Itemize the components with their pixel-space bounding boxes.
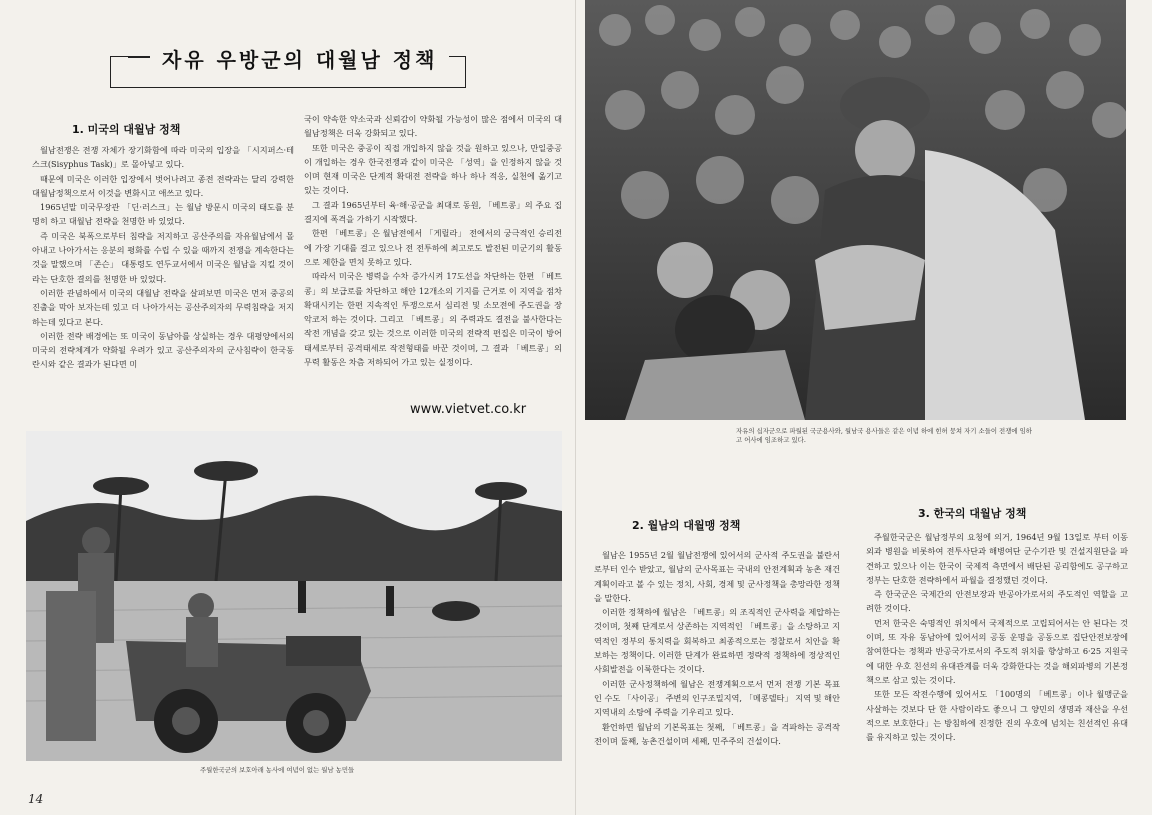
section-1-heading: 1. 미국의 대월남 정책 — [72, 123, 181, 136]
paragraph: 먼저 한국은 숙명적인 위치에서 국제적으로 고립되어서는 안 된다는 것이며, 또 자유 동남아에 있어서의 공동 운명을 공동으로 집단안전보장에 참여한다는 정책과 반공국가로서의 주도적 위치를 향상하고 6·25 지원국에 대한 우호 친선의 유대관계를 더욱 강화한다는 것을 해외파병의 기본정책으로 삼고 있는 것이다. — [866, 617, 1128, 685]
section-2-heading: 2. 월남의 대월맹 정책 — [632, 519, 741, 532]
paragraph: 이러한 전략 배경에는 또 미국이 동남아를 상실하는 경우 대평양에서의 미국의 전략체계가 약화될 우려가 있고 공산주의자의 군사침략이 한국동란시와 같은 결과가 된다면 미 — [32, 330, 294, 370]
article-title: 자유 우방군의 대월남 정책 — [150, 44, 449, 73]
paragraph: 또한 미국은 중공이 직접 개입하지 않을 것을 원하고 있으나, 만일중공이 개입하는 경우 한국전쟁과 같이 미국은 「성역」을 인정하지 않을 것이며 현재 미국은 단계적 확대전 전략을 하나 하나 적응, 실천에 옮기고 있는 것이다. — [304, 142, 562, 196]
paragraph: 즉 한국군은 국제간의 안전보장과 반공아가로서의 주도적인 역할을 고려한 것이다. — [866, 589, 1128, 614]
section-1-column-2 — [304, 112, 562, 396]
page-number: 14 — [28, 792, 44, 806]
website-watermark: www.vietvet.co.kr — [410, 402, 527, 417]
paragraph: 월남은 1955년 2월 월남전쟁에 있어서의 군사적 주도권을 불란서로부터 인수 받았고, 월남의 군사목표는 국내의 안전계획과 농촌 재건계획이라고 볼 수 있는 정치, 사회, 경제 및 군사정책을 총망라한 정책을 말한다. — [594, 550, 840, 603]
paragraph: 월남전쟁은 전쟁 자체가 장기화함에 따라 미국의 입장을 「시지퍼스·테스크(Sisyphus Task)」로 몰아넣고 있다. — [32, 145, 294, 170]
photo-jeep-farmers — [26, 431, 562, 761]
section-1-column-1 — [32, 143, 294, 396]
paragraph: 이러한 관념하에서 미국의 대월남 전략을 살펴보면 미국은 먼저 중공의 진출을 막아 보자는데 있고 더 나아가서는 공산주의자의 무력침략을 저지하는데 있다고 본다. — [32, 287, 294, 327]
section-3-column — [866, 530, 1128, 780]
paragraph: 또한 모든 작전수행에 있어서도 「100명의 「베트콩」이나 월맹군을 사살하는 것보다 단 한 사람이라도 좋으니 그 양민의 생명과 재산을 우선적으로 보호한다」는 방침하에 진정한 진의 우호에 넘치는 친선적인 유대를 유지하고 있는 것이다. — [866, 689, 1128, 743]
paragraph: 환언하면 월남의 기본목표는 첫째, 「베트콩」을 격파하는 공격작전이며 둘째, 농촌건설이며 세째, 민주주의 건설이다. — [594, 721, 840, 746]
paragraph: 1965년말 미국무장관 「딘·러스크」는 월남 방문시 미국의 태도를 분명히 하고 대월남 전략을 천명한 바 있었다. — [32, 202, 294, 227]
paragraph: 그 결과 1965년부터 육·해·공군을 최대로 동원, 「베트콩」의 주요 집결지에 폭격을 가하기 시작했다. — [304, 199, 562, 225]
photo-jeep-caption: 주월한국군의 보호아래 농사에 여념이 없는 월남 농민들 — [200, 766, 355, 774]
paragraph: 따라서 미국은 병력을 수차 증가시켜 17도선을 차단하는 한편 「베트콩」의 보급로를 차단하고 해안 12개소의 기지를 근거로 이 지역을 점차 확대시키는 한편 지속적인 투쟁으로서 심리전 및 소모전에 주도권을 장악코저 하는 것이다. 그리고 「베트콩」의 주력과도 결전을 불사한다는 작전 개념을 갖고 있는 것으로 이러한 미국의 전략적 편집은 미국이 방어태세로부터 공격태세로 작전형태를 바꾼 것이며, 그 결과 「베트콩」의 무력 활동은 차츰 저하되어 가고 있는 실정이다. — [304, 271, 562, 368]
photo-soldiers-crowd-image — [585, 0, 1126, 420]
paragraph: 한편 「베트콩」은 월남전에서 「게릴라」 전에서의 궁극적인 승리전에 가장 기대를 걸고 있으나 전 전투하에 최고로도 발전된 미군기의 활동으로 제한을 면치 못하고 있다. — [304, 228, 562, 267]
spread-divider — [575, 0, 576, 815]
paragraph: 이러한 군사정책하에 월남은 전쟁계획으로서 먼저 전쟁 기본 목표인 수도 「사이공」 주변의 인구조밀지역, 「메콩델타」 지역 및 해안 지역내의 소탕에 주력을 기우리고 있다. — [594, 678, 840, 718]
paragraph: 국이 약속한 약소국과 신뢰감이 약화될 가능성이 많은 점에서 미국의 대월남정책은 더욱 강화되고 있다. — [304, 114, 562, 139]
paragraph: 이러한 정책하에 월남은 「베트콩」의 조직적인 군사력을 제압하는 것이며, 첫째 단계로서 상존하는 지역적인 「베트콩」을 소탕하고 지역적인 정부의 통치력을 회복하고 최종적으로는 정찰로서 치안을 확보하는 정책이다. 이러한 단계가 완료하면 정략적 정책하에 정상적인 사회발전을 이룩한다는 것이다. — [594, 607, 840, 675]
photo-soldiers-crowd — [585, 0, 1126, 420]
photo-jeep-farmers-image — [26, 431, 562, 761]
photo-soldiers-caption: 자유의 십자군으로 파월된 국군용사와, 월남국 용사들은 같은 이념 하에 힌허 뭉쳐 자기 소들이 전쟁에 임하고 어사에 임조하고 있다. — [736, 427, 1032, 444]
paragraph: 주월한국군은 월남정부의 요청에 의거, 1964년 9월 13일로 부터 이동외과 병원을 비롯하여 전투사단과 해병여단 군수기관 및 건설지원단을 파견하고 있으나 이는 한국이 국제적 측면에서 배단된 공리함에도 공구하고 정부는 단호한 전략하에서 파월을 결정했던 것이다. — [866, 532, 1128, 585]
section-3-heading: 3. 한국의 대월남 정책 — [918, 507, 1027, 520]
paragraph: 때문에 미국은 이러한 입장에서 벗어나려고 종전 전략과는 달리 강력한 대월남정책으로서 이것을 변화시고 애쓰고 있다. — [32, 173, 294, 198]
section-2-column — [594, 548, 840, 780]
paragraph: 즉 미국은 북폭으로부터 침략을 저지하고 공산주의를 자유월남에서 몰아내고 나아가서는 응분의 평화를 수립 수 있을 때까지 전쟁을 계속한다는 것을 말했으며 「존슨」 대통령도 연두교서에서 미국은 월남을 지킬 것이라는 단호한 결의를 천명한 바 있었다. — [32, 230, 294, 284]
